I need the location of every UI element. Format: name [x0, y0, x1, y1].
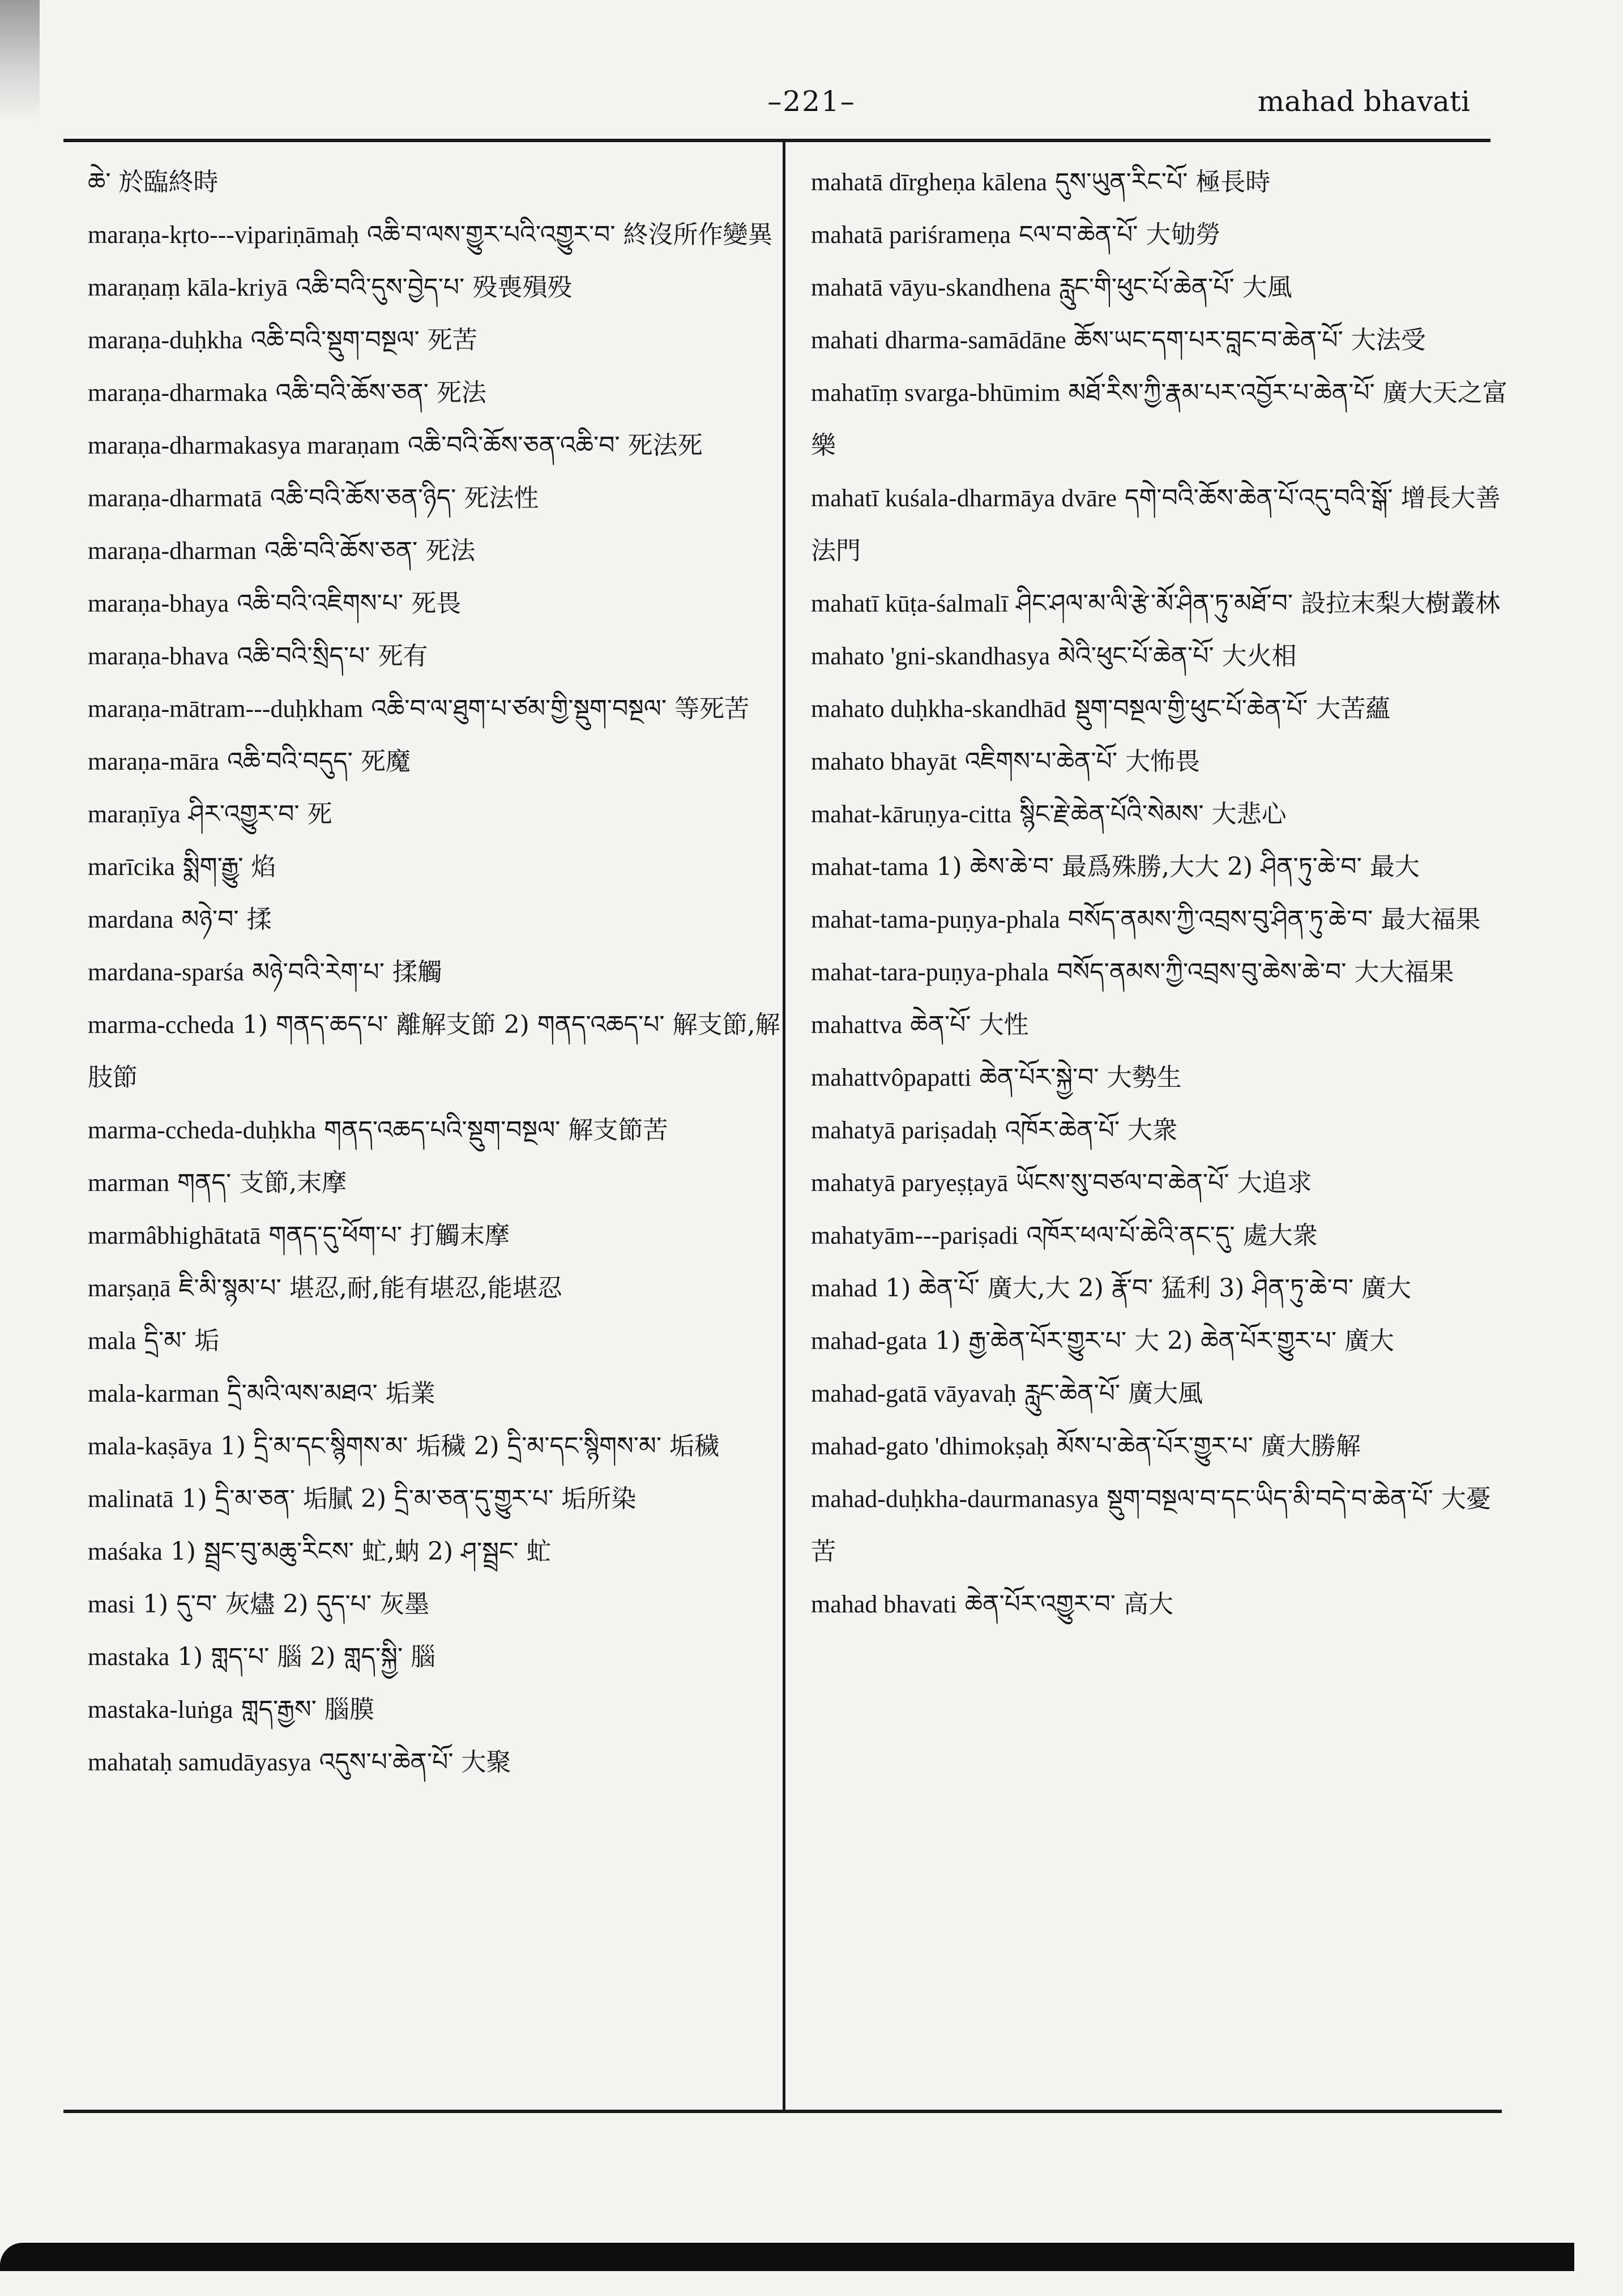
sanskrit-headword: maraṇa-māra: [88, 748, 220, 775]
entry-gloss: སྙིང་རྗེ་ཆེན་པོའི་སེམས་ 大悲心: [1019, 800, 1287, 829]
sanskrit-headword: mahatyām---pariṣadi: [811, 1222, 1019, 1249]
sanskrit-headword: maraṇa-dharmakasya maraṇam: [88, 432, 400, 459]
dictionary-entry: [88, 840, 784, 893]
entry-gloss: རླུང་གི་ཕུང་པོ་ཆེན་པོ་ 大風: [1058, 273, 1292, 302]
top-rule: [63, 139, 1490, 142]
entry-gloss: མེའི་ཕུང་པོ་ཆེན་པོ་ 大火相: [1058, 642, 1297, 671]
sanskrit-headword: marman: [88, 1169, 170, 1197]
dictionary-entry: [811, 261, 1507, 314]
entry-gloss: འཆི་བའི་ཆོས་ཅན་ 死法: [275, 378, 486, 407]
sanskrit-headword: mahad-gata: [811, 1327, 928, 1355]
sanskrit-headword: maraṇīya: [88, 800, 181, 828]
dictionary-entry: [88, 1367, 784, 1420]
sanskrit-headword: marma-ccheda: [88, 1011, 234, 1039]
entry-gloss: 1) ཆེན་པོ་ 廣大,大 2) རྣོ་བ་ 猛利 3) ཤིན་ཏུ་ཆེ་བ་ 廣大: [885, 1274, 1412, 1303]
sanskrit-headword: mahatyā pariṣadaḥ: [811, 1116, 997, 1144]
entry-gloss: 1) དྲི་མ་ཅན་ 垢膩 2) དྲི་མ་ཅན་དུ་གྱུར་པ་ 垢所染: [181, 1484, 637, 1513]
dictionary-entry: [811, 1262, 1507, 1315]
sanskrit-headword: mahatā dīrgheṇa kālena: [811, 168, 1047, 196]
dictionary-entry: [811, 682, 1507, 735]
sanskrit-headword: mahat-kāruṇya-citta: [811, 800, 1012, 828]
dictionary-entry: [88, 1315, 784, 1367]
entry-gloss: མཉེ་བའི་རེག་པ་ 揉觸: [252, 958, 442, 987]
dictionary-entry: [88, 1156, 784, 1209]
entry-gloss: ཡོངས་སུ་བཙལ་བ་ཆེན་པོ་ 大追求: [1016, 1168, 1312, 1197]
sanskrit-headword: mahad-gato 'dhimokṣaḥ: [811, 1432, 1049, 1460]
entry-gloss: འཆི་བའི་ཆོས་ཅན་འཆི་བ་ 死法死: [407, 431, 703, 460]
dictionary-entry: [811, 1104, 1507, 1156]
dictionary-entry: [811, 156, 1507, 208]
dictionary-entry: [88, 1631, 784, 1683]
dictionary-entry: [88, 946, 784, 998]
dictionary-entry: [811, 893, 1507, 946]
sanskrit-headword: maraṇa-kṛto---vipariṇāmaḥ: [88, 221, 359, 249]
sanskrit-headword: mahad-gatā vāyavaḥ: [811, 1380, 1016, 1407]
dictionary-entry: [88, 1683, 784, 1736]
entry-gloss: འཁོར་ཕལ་པོ་ཆེའི་ནང་དུ་ 處大衆: [1026, 1221, 1318, 1250]
entry-gloss: 1) སྦྲང་བུ་མཆུ་རིངས་ 虻,蚋 2) ཤ་སྦྲང་ 虻: [170, 1537, 552, 1566]
left-column: [88, 156, 784, 1789]
sanskrit-headword: mahad bhavati: [811, 1590, 957, 1618]
sanskrit-headword: mahat-tama: [811, 853, 929, 881]
entry-gloss: ཆེན་པོར་སྐྱེ་བ་ 大勢生: [979, 1063, 1182, 1092]
sanskrit-headword: maraṇa-duḥkha: [88, 326, 243, 354]
entry-gloss: གནད་དུ་ཕོག་པ་ 打觸末摩: [268, 1221, 510, 1250]
entry-gloss: 1) དྲི་མ་དང་སྙིགས་མ་ 垢穢 2) དྲི་མ་དང་སྙིགས་མ་ 垢穢: [220, 1432, 720, 1461]
dictionary-entry: [88, 156, 784, 208]
bottom-rule: [63, 2110, 1502, 2113]
dictionary-entry: [811, 366, 1507, 472]
dictionary-entry: [88, 1104, 784, 1156]
entry-gloss: འཆི་བ་ལ་ཐུག་པ་ཙམ་གྱི་སྡུག་བསྔལ་ 等死苦: [371, 694, 750, 723]
sanskrit-headword: marma-ccheda-duḥkha: [88, 1116, 317, 1144]
entry-gloss: 1) གླད་པ་ 腦 2) གླད་སྐྱི་ 腦: [177, 1642, 436, 1671]
sanskrit-headword: mahat-tara-puṇya-phala: [811, 958, 1049, 986]
dictionary-entry: [811, 1367, 1507, 1420]
sanskrit-headword: mahati dharma-samādāne: [811, 326, 1066, 354]
sanskrit-headword: maraṇaṃ kāla-kriyā: [88, 274, 288, 301]
entry-gloss: སྡུག་བསྔལ་གྱི་ཕུང་པོ་ཆེན་པོ་ 大苦蘊: [1074, 694, 1391, 723]
sanskrit-headword: maraṇa-bhava: [88, 642, 229, 670]
sanskrit-headword: mahatīṃ svarga-bhūmim: [811, 379, 1061, 407]
dictionary-entry: [88, 788, 784, 840]
dictionary-entry: [88, 314, 784, 366]
dictionary-entry: [88, 472, 784, 524]
dictionary-entry: [88, 261, 784, 314]
sanskrit-headword: maraṇa-dharman: [88, 537, 257, 565]
sanskrit-headword: mahatyā paryeṣṭayā: [811, 1169, 1009, 1197]
entry-gloss: འཆི་བ་ལས་གྱུར་པའི་འགྱུར་བ་ 終沒所作變異: [366, 220, 773, 249]
entry-gloss: འཆི་བའི་ཆོས་ཅན་ཉིད་ 死法性: [270, 484, 539, 513]
dictionary-entry: [88, 998, 784, 1104]
dictionary-entry: [811, 788, 1507, 840]
entry-gloss: ངལ་བ་ཆེན་པོ་ 大劬勞: [1019, 220, 1221, 249]
entry-gloss: དུས་ཡུན་རིང་པོ་ 極長時: [1055, 168, 1271, 197]
running-head: mahad bhavati: [1257, 85, 1470, 118]
sanskrit-headword: mahatā vāyu-skandhena: [811, 274, 1051, 301]
dictionary-entry: [811, 840, 1507, 893]
entry-gloss: འཆི་བའི་འཇིགས་པ་ 死畏: [237, 589, 462, 618]
sanskrit-headword: malinatā: [88, 1485, 174, 1513]
entry-gloss: ཆོས་ཡང་དག་པར་བླང་བ་ཆེན་པོ་ 大法受: [1074, 326, 1426, 355]
sanskrit-headword: mahatī kūṭa-śalmalī: [811, 590, 1009, 617]
sanskrit-headword: marīcika: [88, 853, 175, 881]
sanskrit-headword: mahat-tama-puṇya-phala: [811, 906, 1060, 933]
entry-gloss: དགེ་བའི་ཆོས་ཆེན་པོ་འདུ་བའི་སྒོ་ 增長大善法門: [811, 484, 1501, 565]
sanskrit-headword: mahataḥ samudāyasya: [88, 1748, 311, 1776]
sanskrit-headword: maraṇa-dharmaka: [88, 379, 268, 407]
sanskrit-headword: mastaka-luṅga: [88, 1696, 233, 1723]
entry-gloss: བསོད་ནམས་ཀྱི་འབྲས་བུ་ཆེས་ཆེ་བ་ 大大福果: [1057, 958, 1454, 987]
dictionary-entry: [88, 1578, 784, 1631]
dictionary-entry: [811, 1209, 1507, 1262]
dictionary-entry: [811, 577, 1507, 630]
sanskrit-headword: mahato bhayāt: [811, 748, 957, 775]
sanskrit-headword: mala: [88, 1327, 136, 1355]
entry-gloss: ཆེ་ 於臨終時: [88, 168, 219, 197]
sanskrit-headword: mahattva: [811, 1011, 903, 1039]
dictionary-entry: [811, 314, 1507, 366]
entry-gloss: གླད་རྒྱས་ 腦膜: [241, 1695, 374, 1724]
dictionary-entry: [811, 1315, 1507, 1367]
dictionary-entry: [811, 1578, 1507, 1631]
entry-gloss: 1) ཆེས་ཆེ་བ་ 最爲殊勝,大大 2) ཤིན་ཏུ་ཆེ་བ་ 最大: [936, 852, 1420, 881]
entry-gloss: ཆེན་པོ་ 大性: [910, 1010, 1029, 1039]
dictionary-entry: [88, 630, 784, 682]
entry-gloss: མཉེ་བ་ 揉: [181, 905, 272, 934]
entry-gloss: དྲི་མ་ 垢: [144, 1326, 220, 1355]
entry-gloss: མོས་པ་ཆེན་པོར་གྱུར་པ་ 廣大勝解: [1056, 1432, 1361, 1461]
dictionary-entry: [88, 1262, 784, 1315]
sanskrit-headword: maraṇa-dharmatā: [88, 484, 262, 512]
entry-gloss: དྲི་མའི་ལས་མཐའ་ 垢業: [227, 1379, 435, 1408]
entry-gloss: འདུས་པ་ཆེན་པོ་ 大聚: [319, 1748, 511, 1777]
sanskrit-headword: mala-kaṣāya: [88, 1432, 212, 1460]
dictionary-entry: [811, 998, 1507, 1051]
entry-gloss: འཆི་བའི་ཆོས་ཅན་ 死法: [264, 536, 476, 565]
sanskrit-headword: maraṇa-bhaya: [88, 590, 229, 617]
sanskrit-headword: mala-karman: [88, 1380, 220, 1407]
page-number: –221–: [767, 85, 856, 118]
dictionary-entry: [88, 366, 784, 419]
sanskrit-headword: mahato duḥkha-skandhād: [811, 695, 1066, 723]
dictionary-entry: [811, 472, 1507, 577]
sanskrit-headword: mahad-duḥkha-daurmanasya: [811, 1485, 1099, 1513]
dictionary-entry: [811, 1051, 1507, 1104]
scan-edge-shadow: [0, 2243, 1574, 2271]
sanskrit-headword: marṣaṇā: [88, 1274, 171, 1302]
entry-gloss: འཆི་བའི་དུས་བྱེད་པ་ 殁喪殞殁: [296, 273, 573, 302]
right-column: [811, 156, 1507, 1631]
sanskrit-headword: mahattvôpapatti: [811, 1064, 972, 1091]
dictionary-entry: [88, 1473, 784, 1525]
sanskrit-headword: mahad: [811, 1274, 878, 1302]
entry-gloss: འཆི་བའི་སྲིད་པ་ 死有: [237, 642, 428, 671]
sanskrit-headword: mardana-sparśa: [88, 958, 245, 986]
dictionary-entry: [88, 682, 784, 735]
entry-gloss: སྡུག་བསྔལ་བ་དང་ཡིད་མི་བདེ་བ་ཆེན་པོ་ 大憂苦: [811, 1484, 1491, 1566]
entry-gloss: མཐོ་རིས་ཀྱི་རྣམ་པར་འབྱོར་པ་ཆེན་པོ་ 廣大天之富樂: [811, 378, 1507, 460]
dictionary-entry: [88, 735, 784, 788]
dictionary-entry: [88, 419, 784, 472]
dictionary-entry: [88, 893, 784, 946]
sanskrit-headword: mardana: [88, 906, 174, 933]
dictionary-entry: [88, 524, 784, 577]
dictionary-entry: [88, 208, 784, 261]
sanskrit-headword: mahatī kuśala-dharmāya dvāre: [811, 484, 1117, 512]
entry-gloss: བསོད་ནམས་ཀྱི་འབྲས་བུ་ཤིན་ཏུ་ཆེ་བ་ 最大福果: [1067, 905, 1481, 934]
dictionary-entry: [811, 1156, 1507, 1209]
sanskrit-headword: maraṇa-mātram---duḥkham: [88, 695, 364, 723]
entry-gloss: ཇི་མི་སྙམ་པ་ 堪忍,耐,能有堪忍,能堪忍: [178, 1274, 562, 1303]
entry-gloss: འཆི་བའི་སྡུག་བསྔལ་ 死苦: [250, 326, 477, 355]
sanskrit-headword: mahato 'gni-skandhasya: [811, 642, 1050, 670]
dictionary-entry: [88, 1736, 784, 1789]
entry-gloss: འཁོར་ཆེན་པོ་ 大衆: [1005, 1116, 1178, 1145]
dictionary-entry: [88, 1209, 784, 1262]
sanskrit-headword: mahatā pariśrameṇa: [811, 221, 1011, 249]
entry-gloss: གནད་འཆད་པའི་སྡུག་བསྔལ་ 解支節苦: [324, 1116, 668, 1145]
sanskrit-headword: masi: [88, 1590, 135, 1618]
entry-gloss: འཇིགས་པ་ཆེན་པོ་ 大怖畏: [964, 747, 1201, 776]
entry-gloss: ཆེན་པོར་འགྱུར་བ་ 高大: [964, 1590, 1174, 1619]
sanskrit-headword: mastaka: [88, 1643, 170, 1671]
entry-gloss: སྨིག་རྒྱུ་ 焰: [182, 852, 276, 881]
entry-gloss: ཤིང་ཤལ་མ་ལི་རྩེ་མོ་ཤིན་ཏུ་མཐོ་བ་ 設拉末梨大樹叢林: [1016, 589, 1501, 618]
entry-gloss: གནད་ 支節,末摩: [177, 1168, 347, 1197]
dictionary-entry: [811, 1473, 1507, 1578]
entry-gloss: 1) དུ་བ་ 灰燼 2) དུད་པ་ 灰墨: [143, 1590, 430, 1619]
entry-gloss: ཤིར་འགྱུར་བ་ 死: [188, 800, 332, 829]
entry-gloss: 1) གནད་ཆད་པ་ 離解支節 2) གནད་འཆད་པ་ 解支節,解肢節: [88, 1010, 780, 1092]
dictionary-entry: [811, 946, 1507, 998]
entry-gloss: འཆི་བའི་བདུད་ 死魔: [227, 747, 411, 776]
dictionary-entry: [88, 577, 784, 630]
dictionary-entry: [811, 208, 1507, 261]
dictionary-entry: [88, 1525, 784, 1578]
dictionary-entry: [811, 1420, 1507, 1473]
dictionary-entry: [811, 630, 1507, 682]
sanskrit-headword: maśaka: [88, 1538, 163, 1565]
dictionary-entry: [88, 1420, 784, 1473]
sanskrit-headword: marmâbhighātatā: [88, 1222, 261, 1249]
dictionary-entry: [811, 735, 1507, 788]
entry-gloss: 1) རྒྱ་ཆེན་པོར་གྱུར་པ་ 大 2) ཆེན་པོར་གྱུར་པ་ 廣大: [935, 1326, 1395, 1355]
entry-gloss: རླུང་ཆེན་པོ་ 廣大風: [1024, 1379, 1203, 1408]
